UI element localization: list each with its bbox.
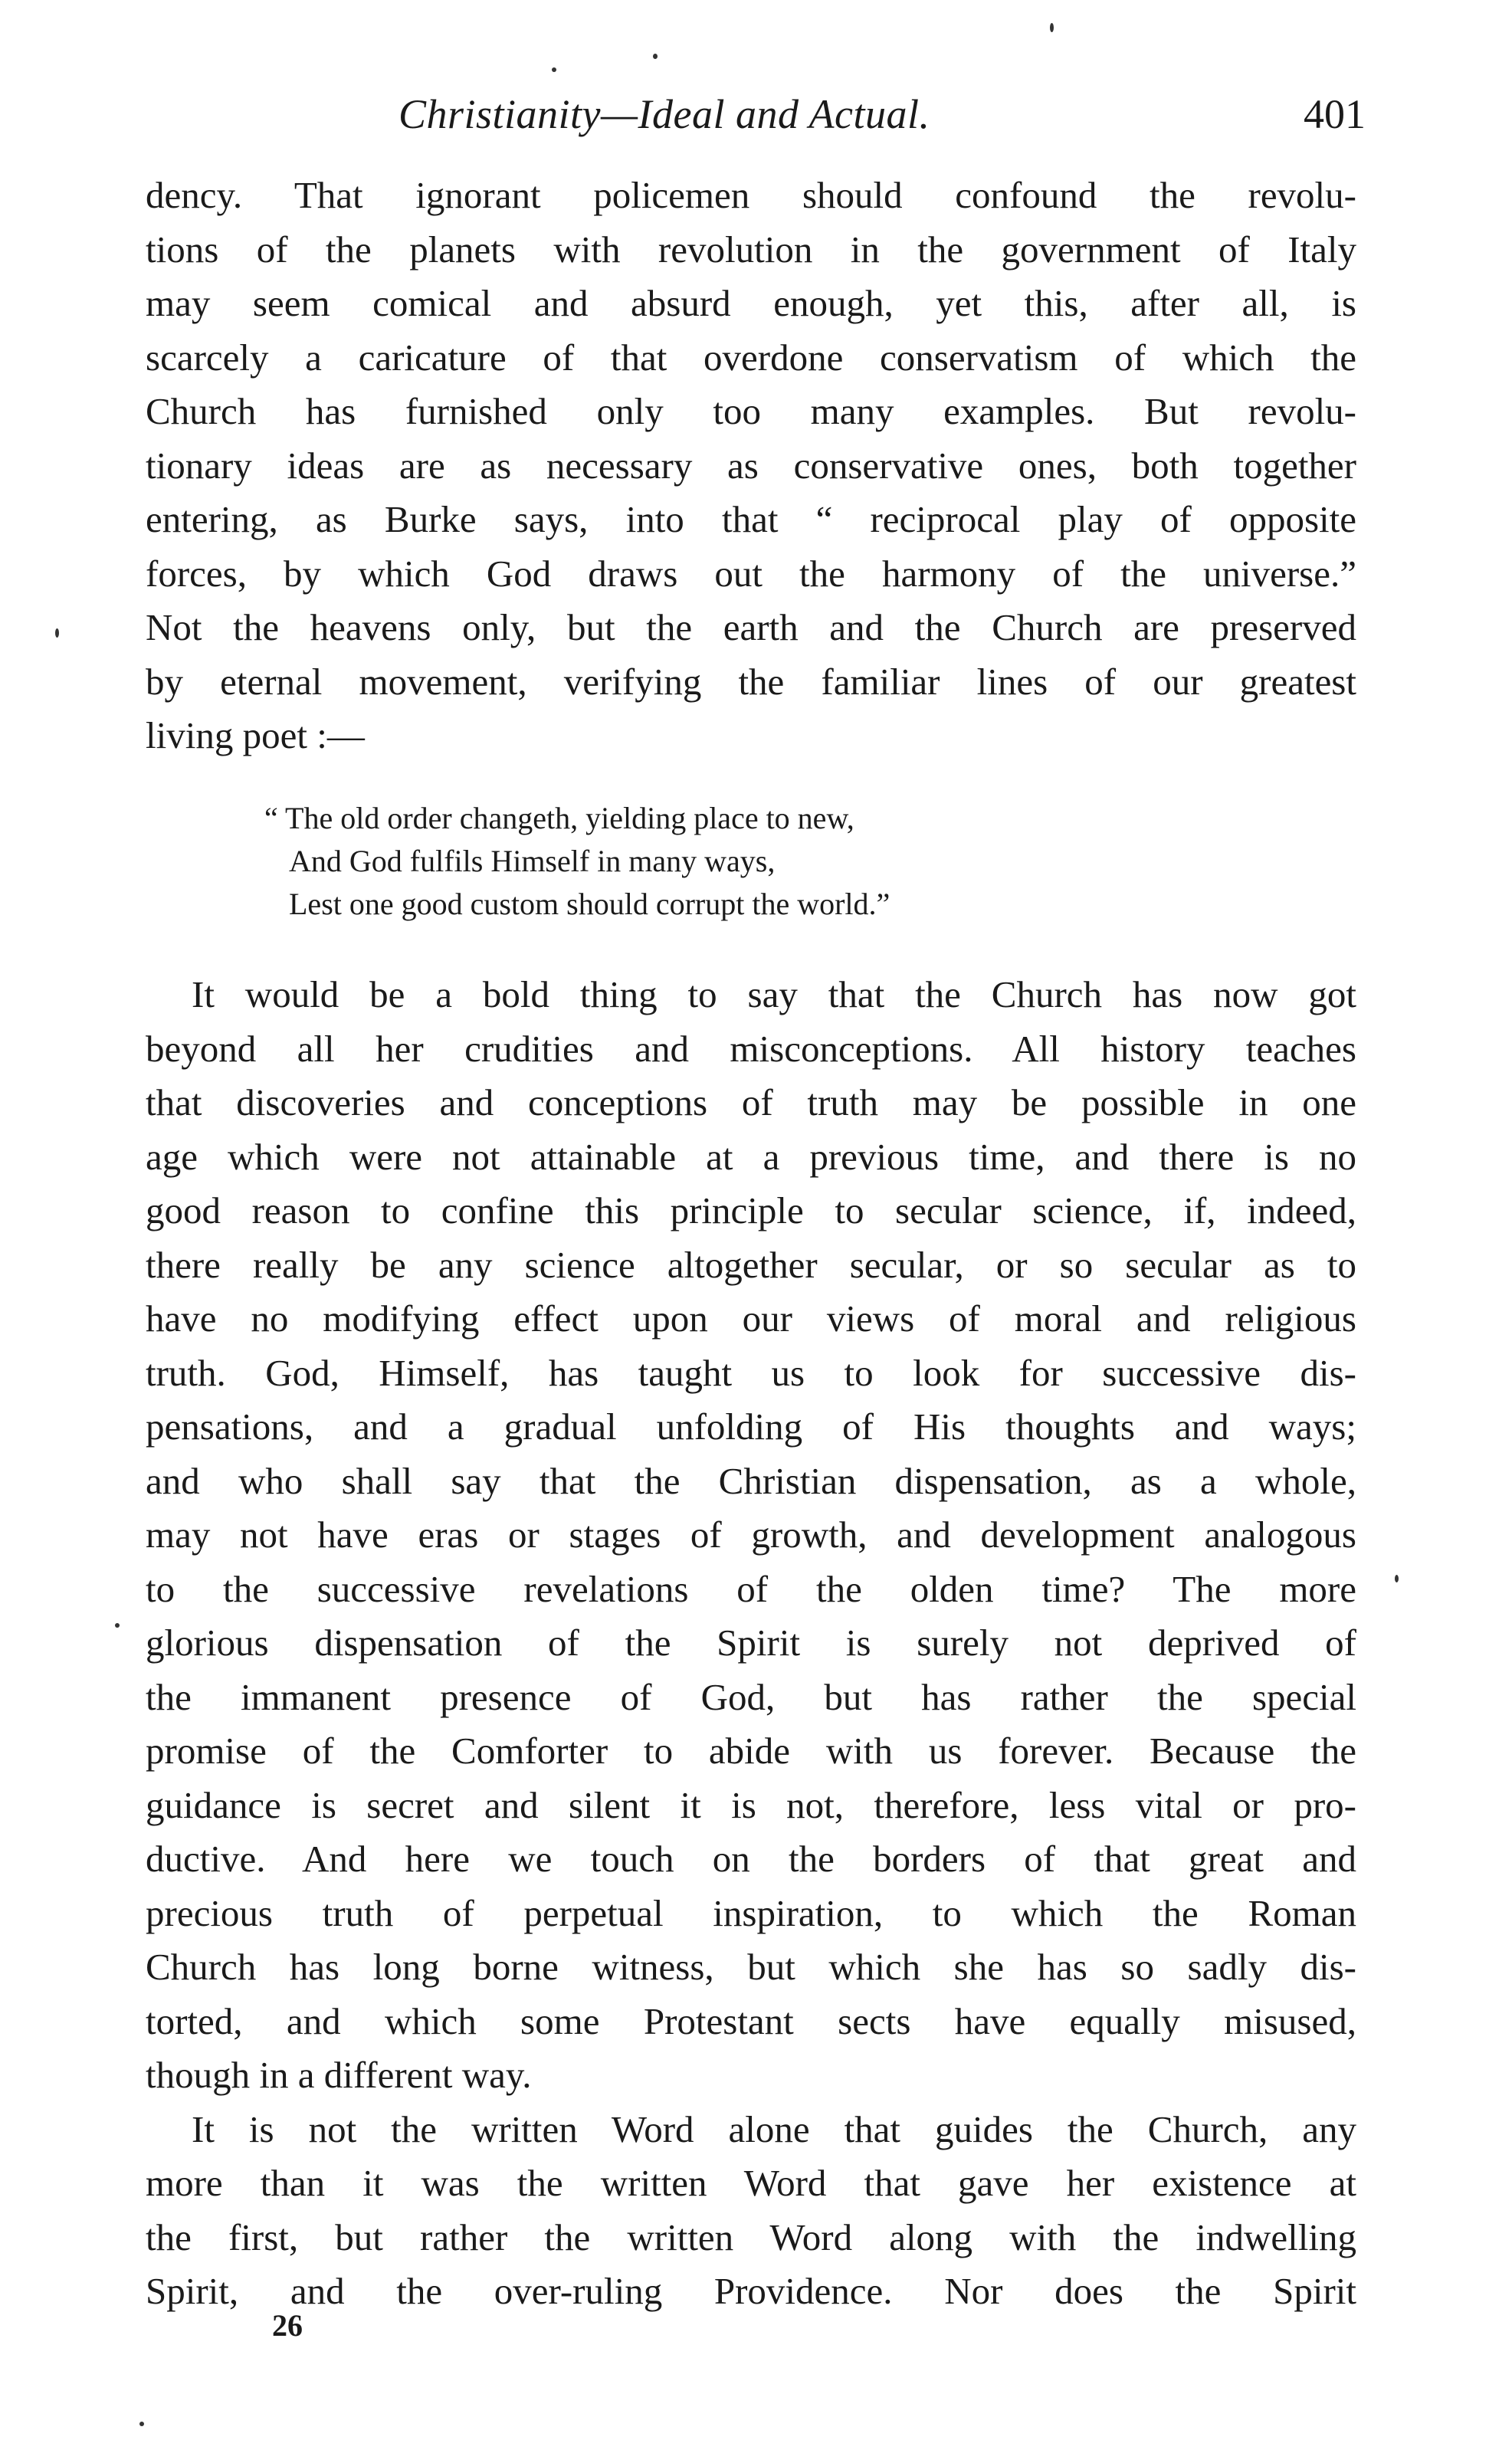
text-line: may seem comical and absurd enough, yet this, after all, is	[146, 282, 1356, 324]
running-title: Christianity—Ideal and Actual.	[398, 91, 930, 137]
text-line: scarcely a caricature of that overdone conservatism of which the	[146, 336, 1356, 379]
text-line: that discoveries and conceptions of truth may be possible in one	[146, 1081, 1356, 1123]
text-line: the immanent presence of God, but has rather the special	[146, 1675, 1356, 1718]
text-line: living poet :—	[146, 714, 365, 756]
text-line: Church has furnished only too many examples. But revolu-	[146, 390, 1356, 432]
text-line: Church has long borne witness, but which she has so sadly dis-	[146, 1946, 1356, 1988]
text-line: dency. That ignorant policemen should confound the revolu-	[146, 174, 1356, 216]
text-line: Spirit, and the over-ruling Providence. Nor does the Spirit	[146, 2270, 1356, 2312]
text-line: Not the heavens only, but the earth and the Church are preserved	[146, 606, 1356, 648]
text-line: torted, and which some Protestant sects have equally misused,	[146, 1999, 1356, 2042]
text-line: by eternal movement, verifying the familiar lines of our greatest	[146, 660, 1356, 703]
print-speck	[653, 54, 658, 59]
text-line: tionary ideas are as necessary as conservative ones, both together	[146, 444, 1356, 487]
text-line: precious truth of perpetual inspiration, to which the Roman	[146, 1891, 1356, 1934]
text-line: to the successive revelations of the olden time? The more	[146, 1567, 1356, 1610]
text-line: promise of the Comforter to abide with us forever. Because the	[146, 1730, 1356, 1772]
text-line: It is not the written Word alone that guides the Church, any	[192, 2107, 1356, 2150]
text-line: entering, as Burke says, into that “ reciprocal play of opposite	[146, 498, 1356, 540]
quote-line: “ The old order changeth, yielding place to new,	[264, 801, 854, 835]
print-speck	[552, 67, 556, 72]
poem-quotation	[264, 797, 1184, 926]
text-line: the first, but rather the written Word along with the indwelling	[146, 2215, 1356, 2258]
signature-mark: 26	[272, 2308, 303, 2343]
text-line: there really be any science altogether secular, or so secular as to	[146, 1243, 1356, 1286]
page-header	[146, 90, 1372, 144]
text-line: forces, by which God draws out the harmony of the universe.”	[146, 552, 1356, 595]
paragraph-1	[146, 169, 1356, 763]
text-line: have no modifying effect upon our views of moral and religious	[146, 1297, 1356, 1340]
print-speck	[1050, 23, 1054, 32]
quote-line: Lest one good custom should corrupt the world.”	[289, 887, 890, 921]
page-number: 401	[1304, 91, 1366, 137]
text-line: guidance is secret and silent it is not, therefore, less vital or pro-	[146, 1783, 1356, 1826]
text-line: may not have eras or stages of growth, and development analogous	[146, 1514, 1356, 1556]
text-line: It would be a bold thing to say that the Church has now got	[192, 973, 1356, 1015]
text-line: beyond all her crudities and misconceptions. All history teaches	[146, 1027, 1356, 1070]
text-line: and who shall say that the Christian dispensation, as a whole,	[146, 1459, 1356, 1502]
text-line: more than it was the written Word that gave her existence at	[146, 2162, 1356, 2204]
text-line: pensations, and a gradual unfolding of His thoughts and ways;	[146, 1405, 1356, 1448]
text-line: truth. God, Himself, has taught us to look for successive dis-	[146, 1351, 1356, 1394]
quote-line: And God fulfils Himself in many ways,	[289, 844, 776, 878]
text-line: age which were not attainable at a previous time, and there is no	[146, 1135, 1356, 1178]
text-line: tions of the planets with revolution in the government of Italy	[146, 228, 1356, 271]
print-speck	[55, 628, 59, 638]
paragraph-2	[146, 968, 1356, 2319]
print-speck	[1395, 1575, 1399, 1582]
print-speck	[115, 1623, 120, 1628]
text-line: though in a different way.	[146, 2054, 532, 2096]
text-line: glorious dispensation of the Spirit is surely not deprived of	[146, 1622, 1356, 1664]
text-line: ductive. And here we touch on the borders of that great and	[146, 1838, 1356, 1880]
text-line: good reason to confine this principle to secular science, if, indeed,	[146, 1189, 1356, 1231]
print-speck	[139, 2422, 144, 2426]
